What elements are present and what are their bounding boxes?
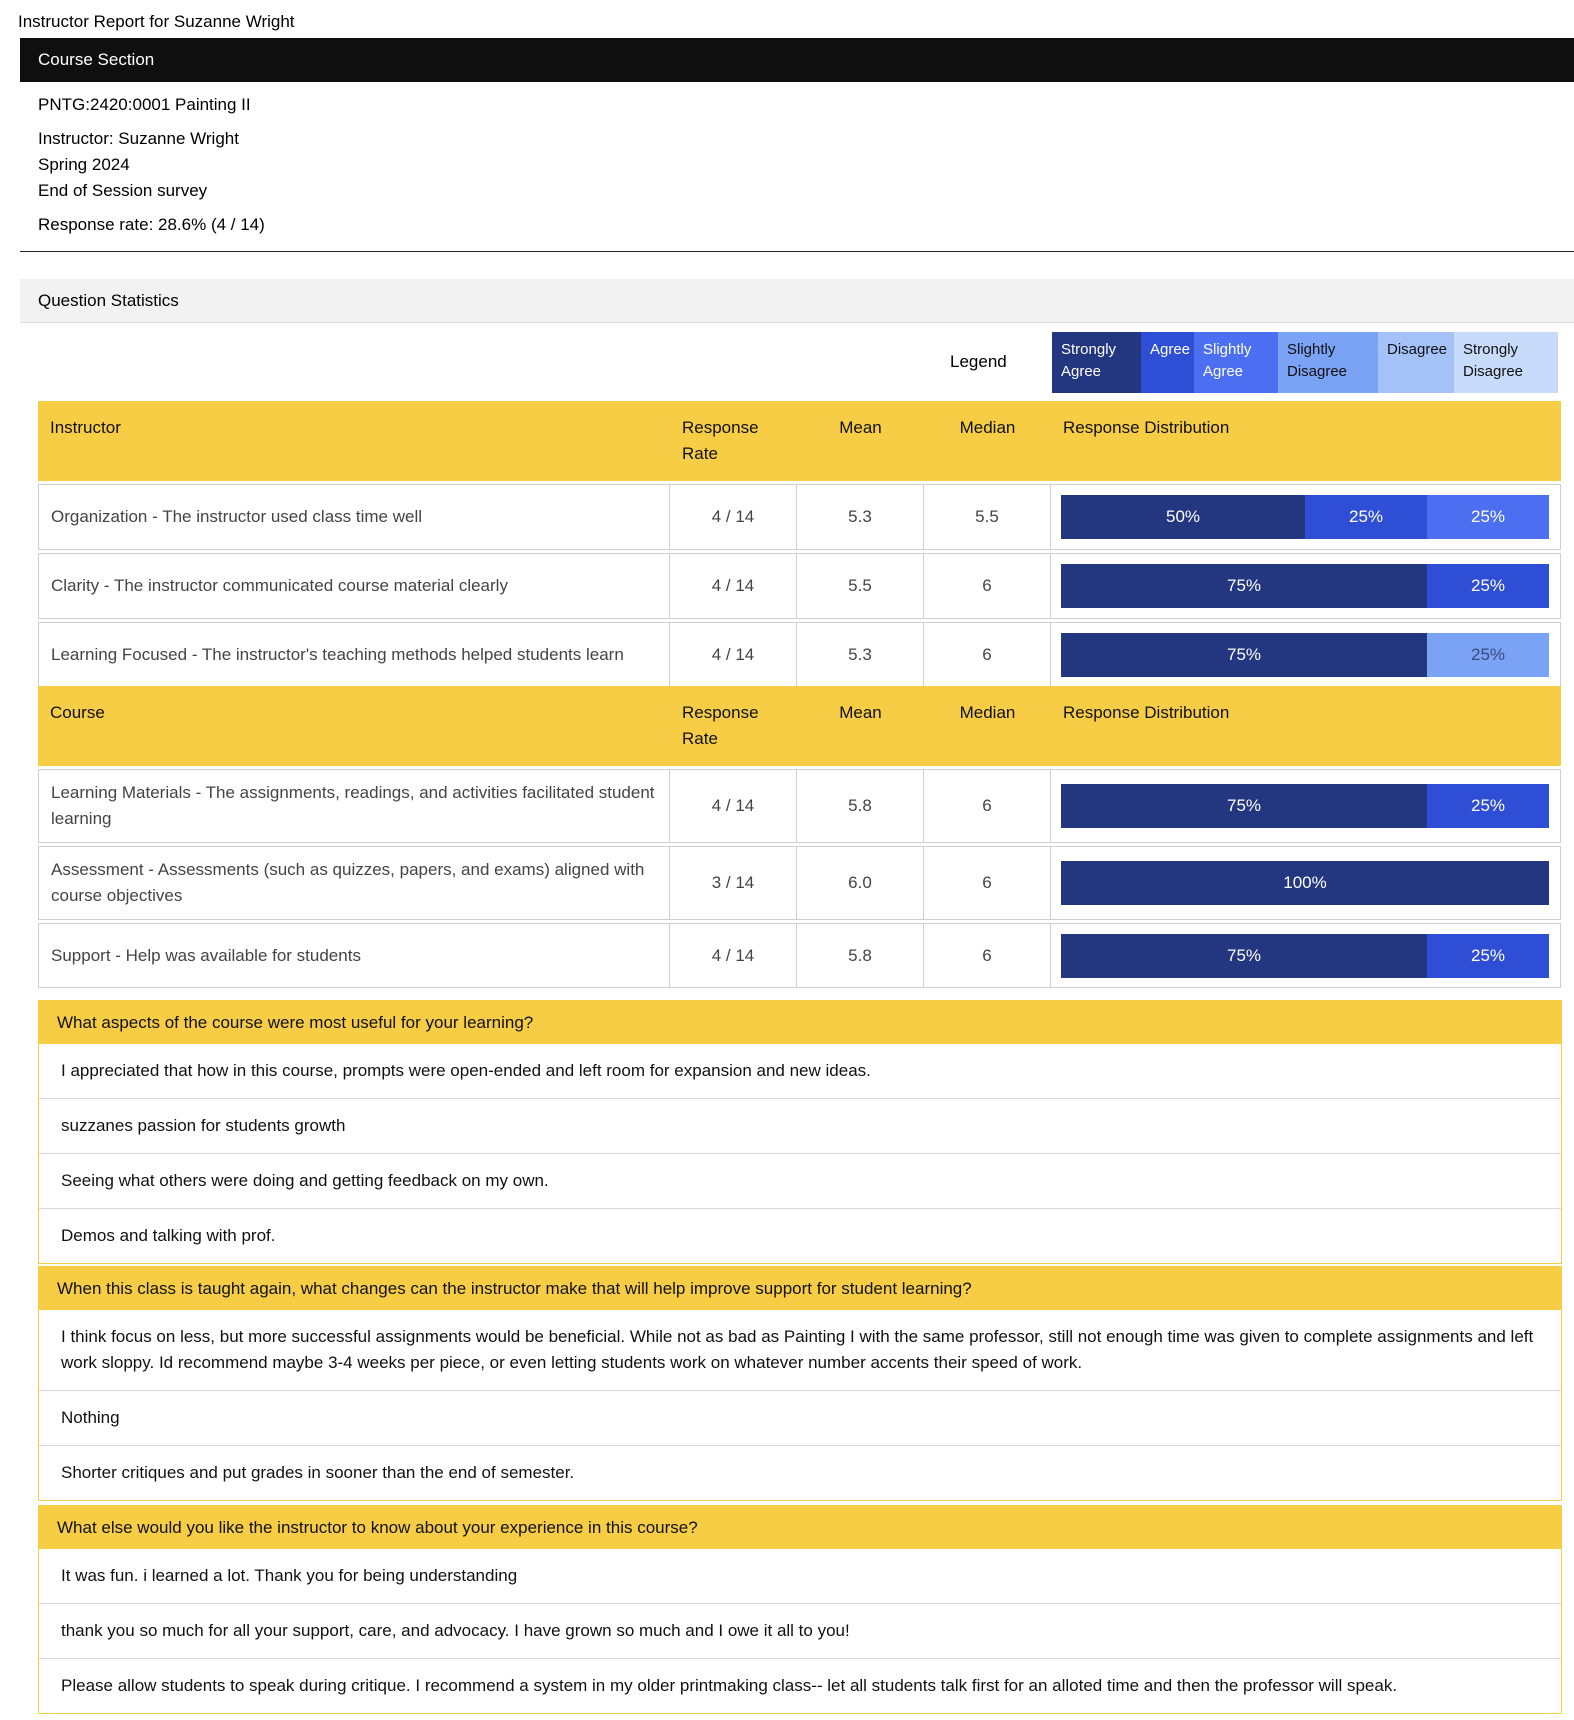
median-value: 6: [924, 553, 1051, 619]
response-distribution-header: Response Distribution: [1051, 686, 1561, 766]
course-section-header: Course Section: [20, 38, 1574, 82]
mean-header: Mean: [797, 686, 924, 766]
question-statistics-header: Question Statistics: [20, 279, 1574, 323]
open-ended-answer: thank you so much for all your support, care, and advocacy. I have grown so much and I owe it all to you!: [39, 1603, 1561, 1658]
open-ended-answer: Nothing: [39, 1390, 1561, 1445]
median-value: 6: [924, 923, 1051, 988]
legend-item: Strongly Disagree: [1454, 332, 1558, 393]
open-ended-question-block: [38, 1505, 1562, 1714]
table-row: [38, 484, 1561, 550]
table-row: [38, 846, 1561, 920]
group-title: Course: [38, 686, 670, 766]
course-name: PNTG:2420:0001 Painting II: [38, 95, 251, 114]
response-rate-value: 4 / 14: [670, 622, 797, 688]
legend-item: Agree: [1141, 332, 1194, 393]
open-ended-answer: Shorter critiques and put grades in sooner than the end of semester.: [39, 1445, 1561, 1500]
distribution-bar: [1061, 564, 1549, 608]
distribution-segment: 25%: [1427, 784, 1549, 828]
mean-value: 5.3: [797, 622, 924, 688]
table-row: [38, 769, 1561, 843]
open-ended-question: What aspects of the course were most useful for your learning?: [39, 1001, 1561, 1044]
distribution-segment: 25%: [1427, 633, 1549, 677]
response-rate-value: 4 / 14: [670, 553, 797, 619]
response-rate-value: 4 / 14: [670, 769, 797, 843]
distribution-segment: 25%: [1427, 495, 1549, 539]
response-rate-value: 3 / 14: [670, 846, 797, 920]
legend-item: Disagree: [1378, 332, 1454, 393]
median-value: 6: [924, 846, 1051, 920]
open-ended-answer: I think focus on less, but more successful assignments would be beneficial. While not as bad as Painting I with the same professor, still not enough time was given to complete assignments and left work sloppy. Id recommend maybe 3-4 weeks per piece, or even letting students work on whatever number accents their speed of work.: [39, 1310, 1561, 1390]
open-ended-answer: suzzanes passion for students growth: [39, 1098, 1561, 1153]
response-distribution-cell: [1051, 484, 1561, 550]
distribution-segment: 50%: [1061, 495, 1305, 539]
question-label: Assessment - Assessments (such as quizzes, papers, and exams) aligned with course objectives: [38, 846, 670, 920]
response-distribution-cell: [1051, 769, 1561, 843]
distribution-bar: [1061, 934, 1549, 978]
response-distribution-header: Response Distribution: [1051, 401, 1561, 481]
term: Spring 2024: [38, 155, 130, 174]
instructor-name: Instructor: Suzanne Wright: [38, 129, 239, 148]
legend-label: Legend: [950, 352, 1007, 371]
median-header: Median: [924, 401, 1051, 481]
response-distribution-cell: [1051, 553, 1561, 619]
mean-value: 5.8: [797, 923, 924, 988]
mean-value: 5.8: [797, 769, 924, 843]
distribution-segment: 75%: [1061, 784, 1427, 828]
distribution-bar: [1061, 633, 1549, 677]
distribution-segment: 75%: [1061, 564, 1427, 608]
table-row: [38, 622, 1561, 688]
response-distribution-cell: [1051, 622, 1561, 688]
question-label: Organization - The instructor used class time well: [38, 484, 670, 550]
mean-header: Mean: [797, 401, 924, 481]
instructor-stats-table: [38, 398, 1561, 691]
question-label: Learning Focused - The instructor's teaching methods helped students learn: [38, 622, 670, 688]
open-ended-answer: Seeing what others were doing and getting feedback on my own.: [39, 1153, 1561, 1208]
table-row: [38, 553, 1561, 619]
open-ended-question: What else would you like the instructor to know about your experience in this course?: [39, 1506, 1561, 1549]
course-info: [38, 92, 265, 238]
legend-item: Slightly Disagree: [1278, 332, 1378, 393]
mean-value: 5.3: [797, 484, 924, 550]
distribution-segment: 100%: [1061, 861, 1549, 905]
response-rate-header: Response Rate: [670, 401, 797, 481]
open-ended-question: When this class is taught again, what changes can the instructor make that will help improve support for student learning?: [39, 1267, 1561, 1310]
report-title: Instructor Report for Suzanne Wright: [18, 12, 295, 31]
distribution-segment: 75%: [1061, 633, 1427, 677]
legend: [1052, 332, 1558, 393]
response-distribution-cell: [1051, 923, 1561, 988]
table-row: [38, 923, 1561, 988]
median-value: 6: [924, 769, 1051, 843]
open-ended-answer: Demos and talking with prof.: [39, 1208, 1561, 1263]
response-distribution-cell: [1051, 846, 1561, 920]
response-rate-header: Response Rate: [670, 686, 797, 766]
question-label: Learning Materials - The assignments, readings, and activities facilitated student learning: [38, 769, 670, 843]
response-rate-value: 4 / 14: [670, 923, 797, 988]
question-label: Support - Help was available for students: [38, 923, 670, 988]
distribution-bar: [1061, 495, 1549, 539]
survey-name: End of Session survey: [38, 181, 208, 200]
mean-value: 6.0: [797, 846, 924, 920]
open-ended-question-block: [38, 1000, 1562, 1264]
distribution-segment: 25%: [1427, 934, 1549, 978]
legend-item: Strongly Agree: [1052, 332, 1141, 393]
group-title: Instructor: [38, 401, 670, 481]
distribution-bar: [1061, 861, 1549, 905]
divider: [20, 251, 1574, 252]
open-ended-answer: Please allow students to speak during critique. I recommend a system in my older printmaking class-- let all students talk first for an alloted time and then the professor will speak.: [39, 1658, 1561, 1713]
response-rate-value: 4 / 14: [670, 484, 797, 550]
legend-item: Slightly Agree: [1194, 332, 1278, 393]
median-value: 5.5: [924, 484, 1051, 550]
response-rate: Response rate: 28.6% (4 / 14): [38, 215, 265, 234]
open-ended-answer: It was fun. i learned a lot. Thank you for being understanding: [39, 1549, 1561, 1603]
distribution-segment: 25%: [1427, 564, 1549, 608]
median-value: 6: [924, 622, 1051, 688]
distribution-bar: [1061, 784, 1549, 828]
distribution-segment: 25%: [1305, 495, 1427, 539]
open-ended-answer: I appreciated that how in this course, prompts were open-ended and left room for expansion and new ideas.: [39, 1044, 1561, 1098]
course-stats-table: [38, 683, 1561, 991]
question-label: Clarity - The instructor communicated course material clearly: [38, 553, 670, 619]
median-header: Median: [924, 686, 1051, 766]
open-ended-question-block: [38, 1266, 1562, 1501]
distribution-segment: 75%: [1061, 934, 1427, 978]
mean-value: 5.5: [797, 553, 924, 619]
